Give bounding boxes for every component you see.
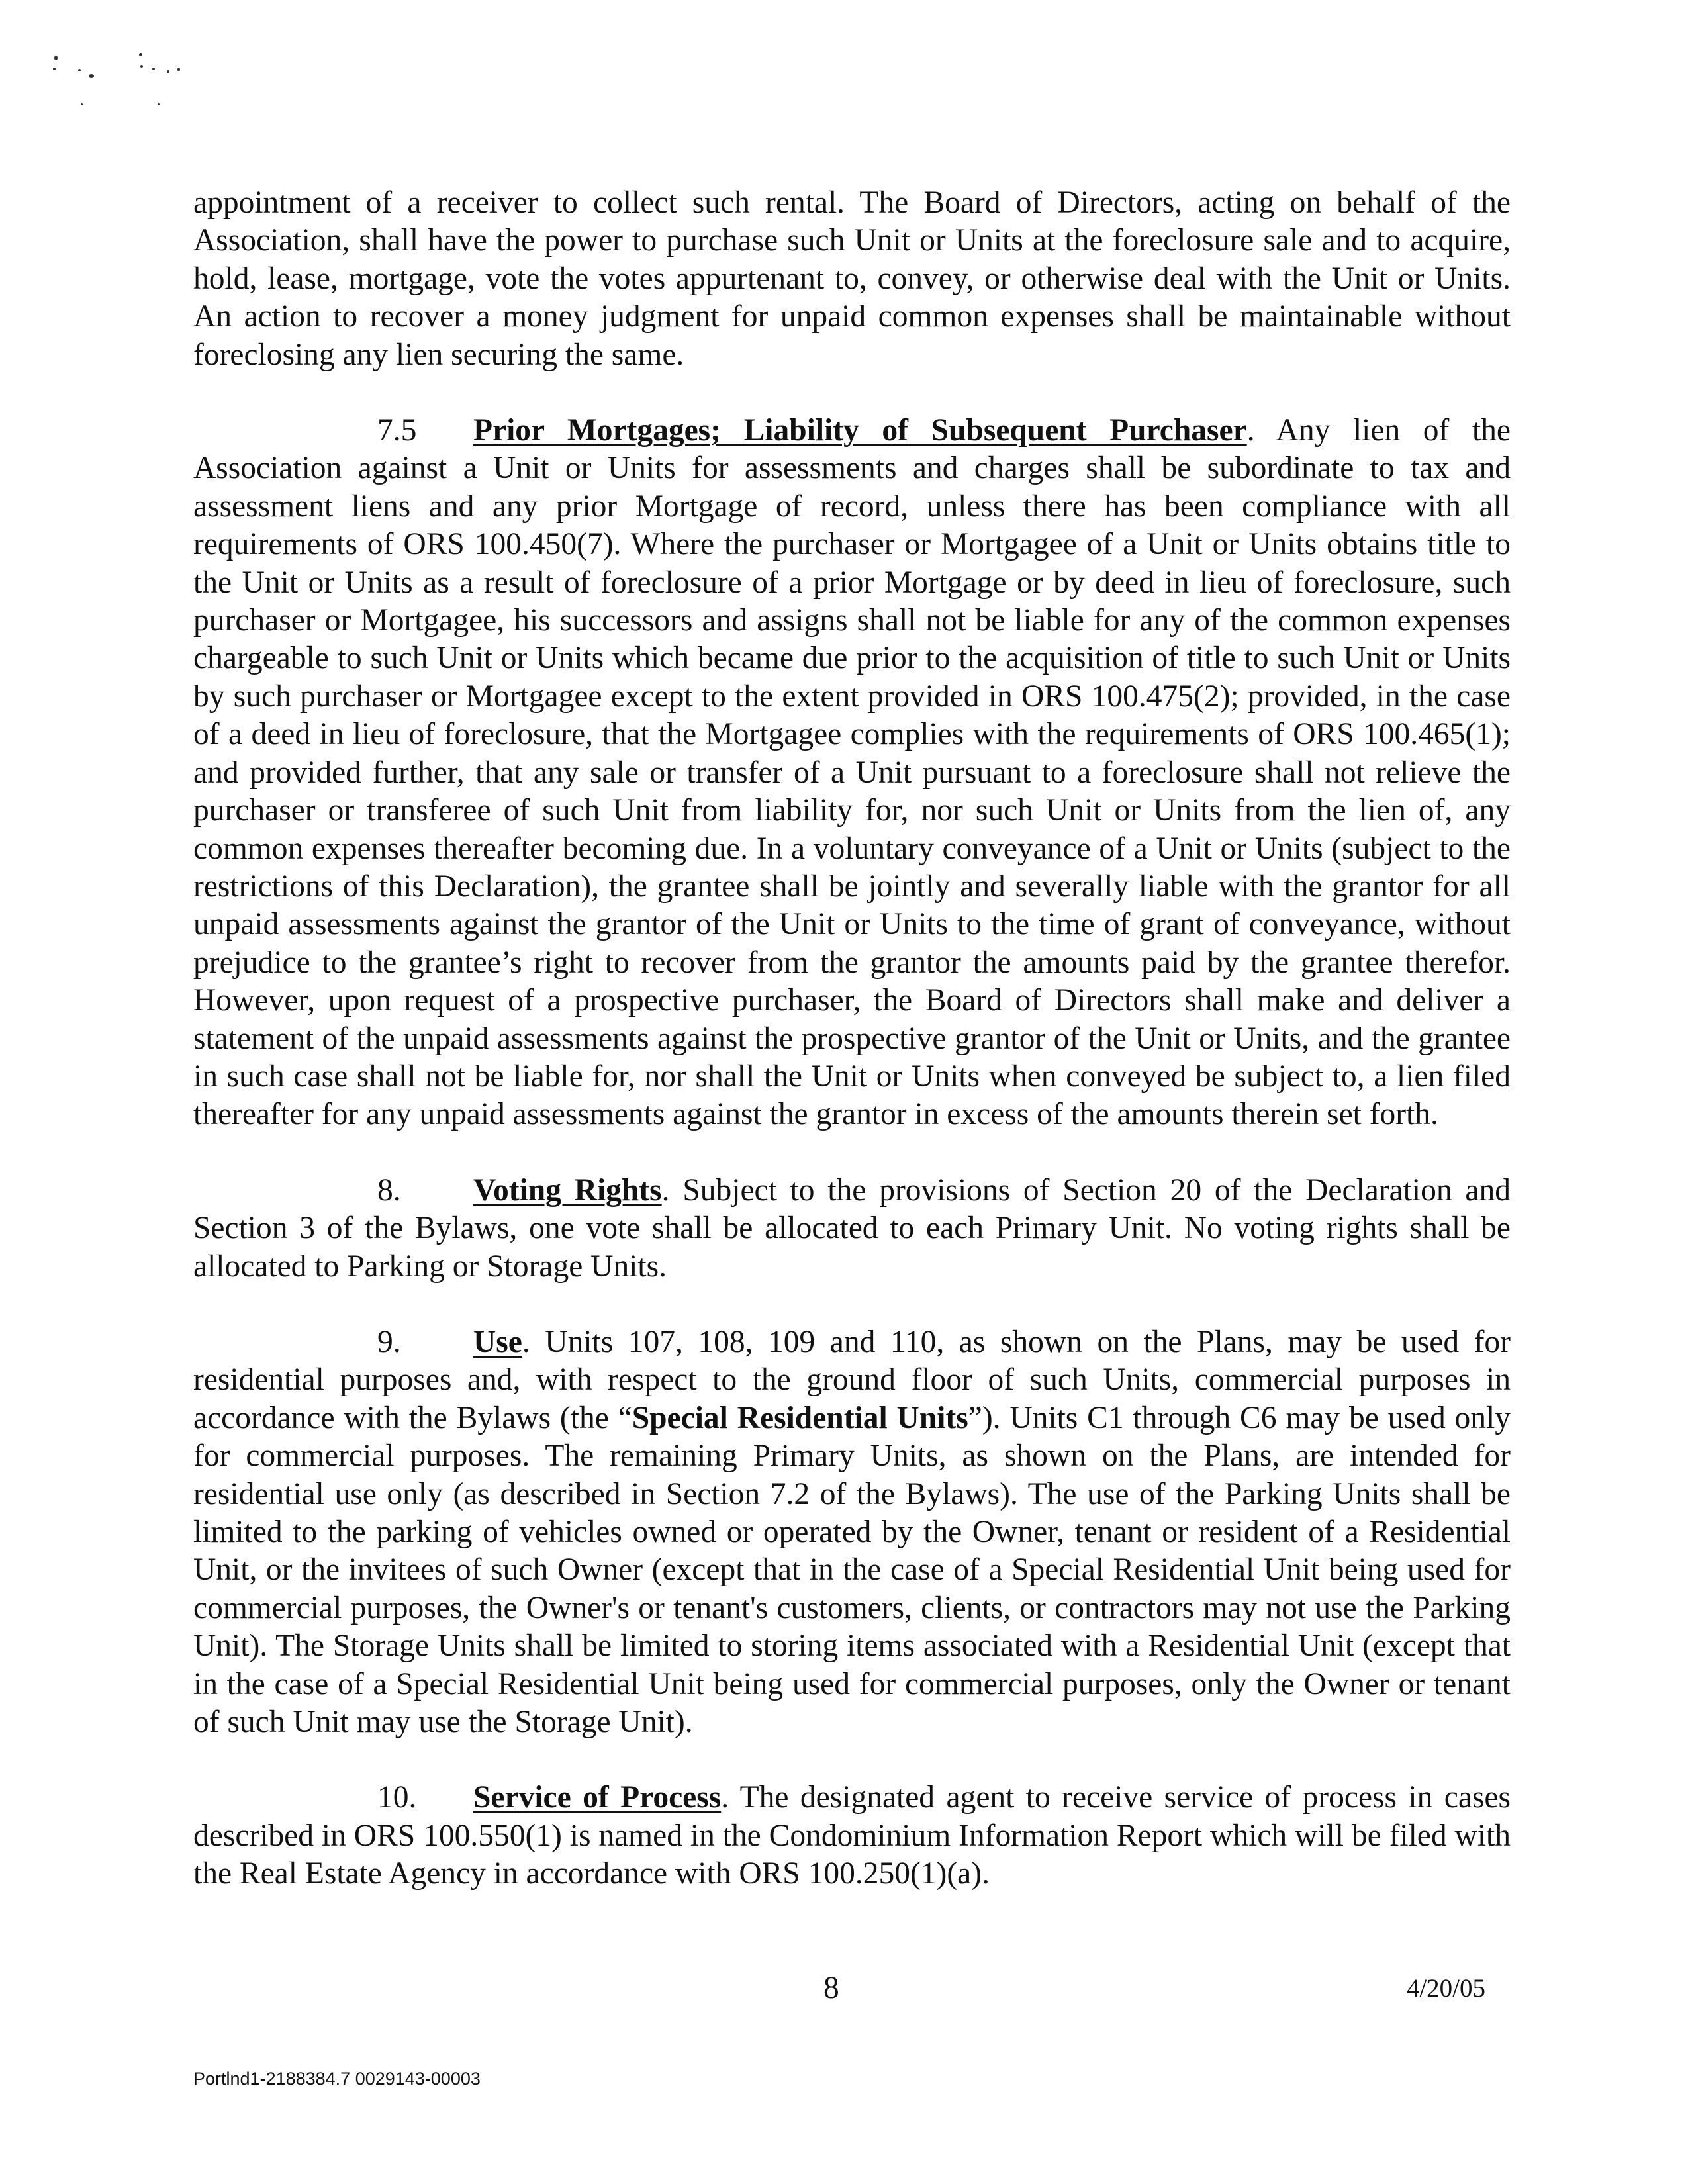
section-heading: Use (473, 1324, 522, 1359)
scan-speck (81, 103, 83, 105)
section-8 (193, 1172, 1511, 1286)
section-text: ”). Units C1 through C6 may be used only for commercial purposes. The remaining Primary Units, as shown on the Plans, are intended for residential use only (as described in Section 7.2 of the Bylaws). The use of the Parking Units shall be limited to the parking of vehicles owned or operated by the Owner, tenant or resident of a Residential Unit, or the invitees of such Owner (except that in the case of a Special Residential Unit being used for commercial purposes, the Owner's or tenant's customers, clients, or contractors may not use the Parking Unit). The Storage Units shall be limited to storing items associated with a Residential Unit (except that in the case of a Special Residential Unit being used for commercial purposes, only the Owner or tenant of such Unit may use the Storage Unit). (193, 1400, 1511, 1740)
scan-speck (89, 74, 94, 78)
scan-speck (78, 69, 81, 71)
scan-speck (167, 70, 169, 73)
scan-speck (152, 68, 155, 70)
section-9 (193, 1323, 1511, 1741)
scan-speck (140, 65, 143, 68)
section-heading: Voting Rights (473, 1172, 662, 1208)
section-number: 8. (377, 1172, 401, 1208)
section-text: . Any lien of the Association against a Unit or Units for assessments and charges shall be subordinate to tax and assessment liens and any prior Mortgage of record, unless there has been compliance with all requirements of ORS 100.450(7). Where the purchaser or Mortgagee of a Unit or Units obtains title to the Unit or Units as a result of foreclosure of a prior Mortgage or by deed in lieu of foreclosure, such purchaser or Mortgagee, his successors and assigns shall not be liable for any of the common expenses chargeable to such Unit or Units which became due prior to the acquisition of title to such Unit or Units by such purchaser or Mortgagee except to the extent provided in ORS 100.475(2); provided, in the case of a deed in lieu of foreclosure, that the Mortgagee complies with the requirements of ORS 100.465(1); and provided further, that any sale or transfer of a Unit pursuant to a foreclosure shall not relieve the purchaser or transferee of such Unit from liability for, nor such Unit or Units from the lien of, any common expenses thereafter becoming due. In a voluntary conveyance of a Unit or Units (subject to the restrictions of this Declaration), the grantee shall be jointly and severally liable with the grantor for all unpaid assessments against the grantor of the Unit or Units to the time of grant of conveyance, without prejudice to the grantee’s right to recover from the grantor the amounts paid by the grantee therefor. However, upon request of a prospective purchaser, the Board of Directors shall make and deliver a statement of the unpaid assessments against the prospective grantor of the Unit or Units, and the grantee in such case shall not be liable for, nor shall the Unit or Units when conveyed be subject to, a lien filed thereafter for any unpaid assessments against the grantor in excess of the amounts therein set forth. (193, 413, 1511, 1132)
section-number: 9. (377, 1324, 401, 1359)
scan-speck (54, 56, 58, 60)
section-number: 10. (377, 1780, 417, 1815)
section-text: . Subject to the provisions of Section 20 of the Declaration and Section 3 of the Bylaws, one vote shall be allocated to each Primary Unit. No voting rights shall be allocated to Parking or Storage Units. (193, 1172, 1511, 1284)
section-text: . Units 107, 108, 109 and 110, as shown on the Plans, may be used for residential purposes and, with respect to the ground floor of such Units, commercial purposes in accordance with the Bylaws (the “ (193, 1324, 1511, 1435)
document-date: 4/20/05 (1406, 1974, 1485, 2003)
defined-term: Special Residential Units (632, 1400, 968, 1435)
scan-speck (139, 53, 142, 56)
document-id: Portlnd1-2188384.7 0029143-00003 (193, 2069, 481, 2089)
scan-speck (177, 68, 180, 71)
section-7-5 (193, 412, 1511, 1134)
paragraph-continuation (193, 184, 1511, 374)
page-number: 8 (823, 1971, 839, 2005)
scan-speck (158, 103, 160, 105)
section-number: 7.5 (377, 413, 417, 448)
section-10 (193, 1779, 1511, 1893)
scan-speck (53, 68, 56, 70)
scan-specks (40, 46, 212, 119)
section-text: . The designated agent to receive service of process in cases described in ORS 100.550(1) is named in the Condominium Information Report which will be filed with the Real Estate Agency in accordance with ORS 100.250(1)(a). (193, 1780, 1511, 1891)
document-body (193, 184, 1511, 1931)
paragraph-text: appointment of a receiver to collect such rental. The Board of Directors, acting on behalf of the Association, shall have the power to purchase such Unit or Units at the foreclosure sale and to acquire, hold, lease, mortgage, vote the votes appurtenant to, convey, or otherwise deal with the Unit or Units. An action to recover a money judgment for unpaid common expenses shall be maintainable without foreclosing any lien securing the same. (193, 185, 1511, 372)
section-heading: Service of Process (473, 1780, 722, 1815)
section-heading: Prior Mortgages; Liability of Subsequent Purchaser (473, 413, 1247, 448)
